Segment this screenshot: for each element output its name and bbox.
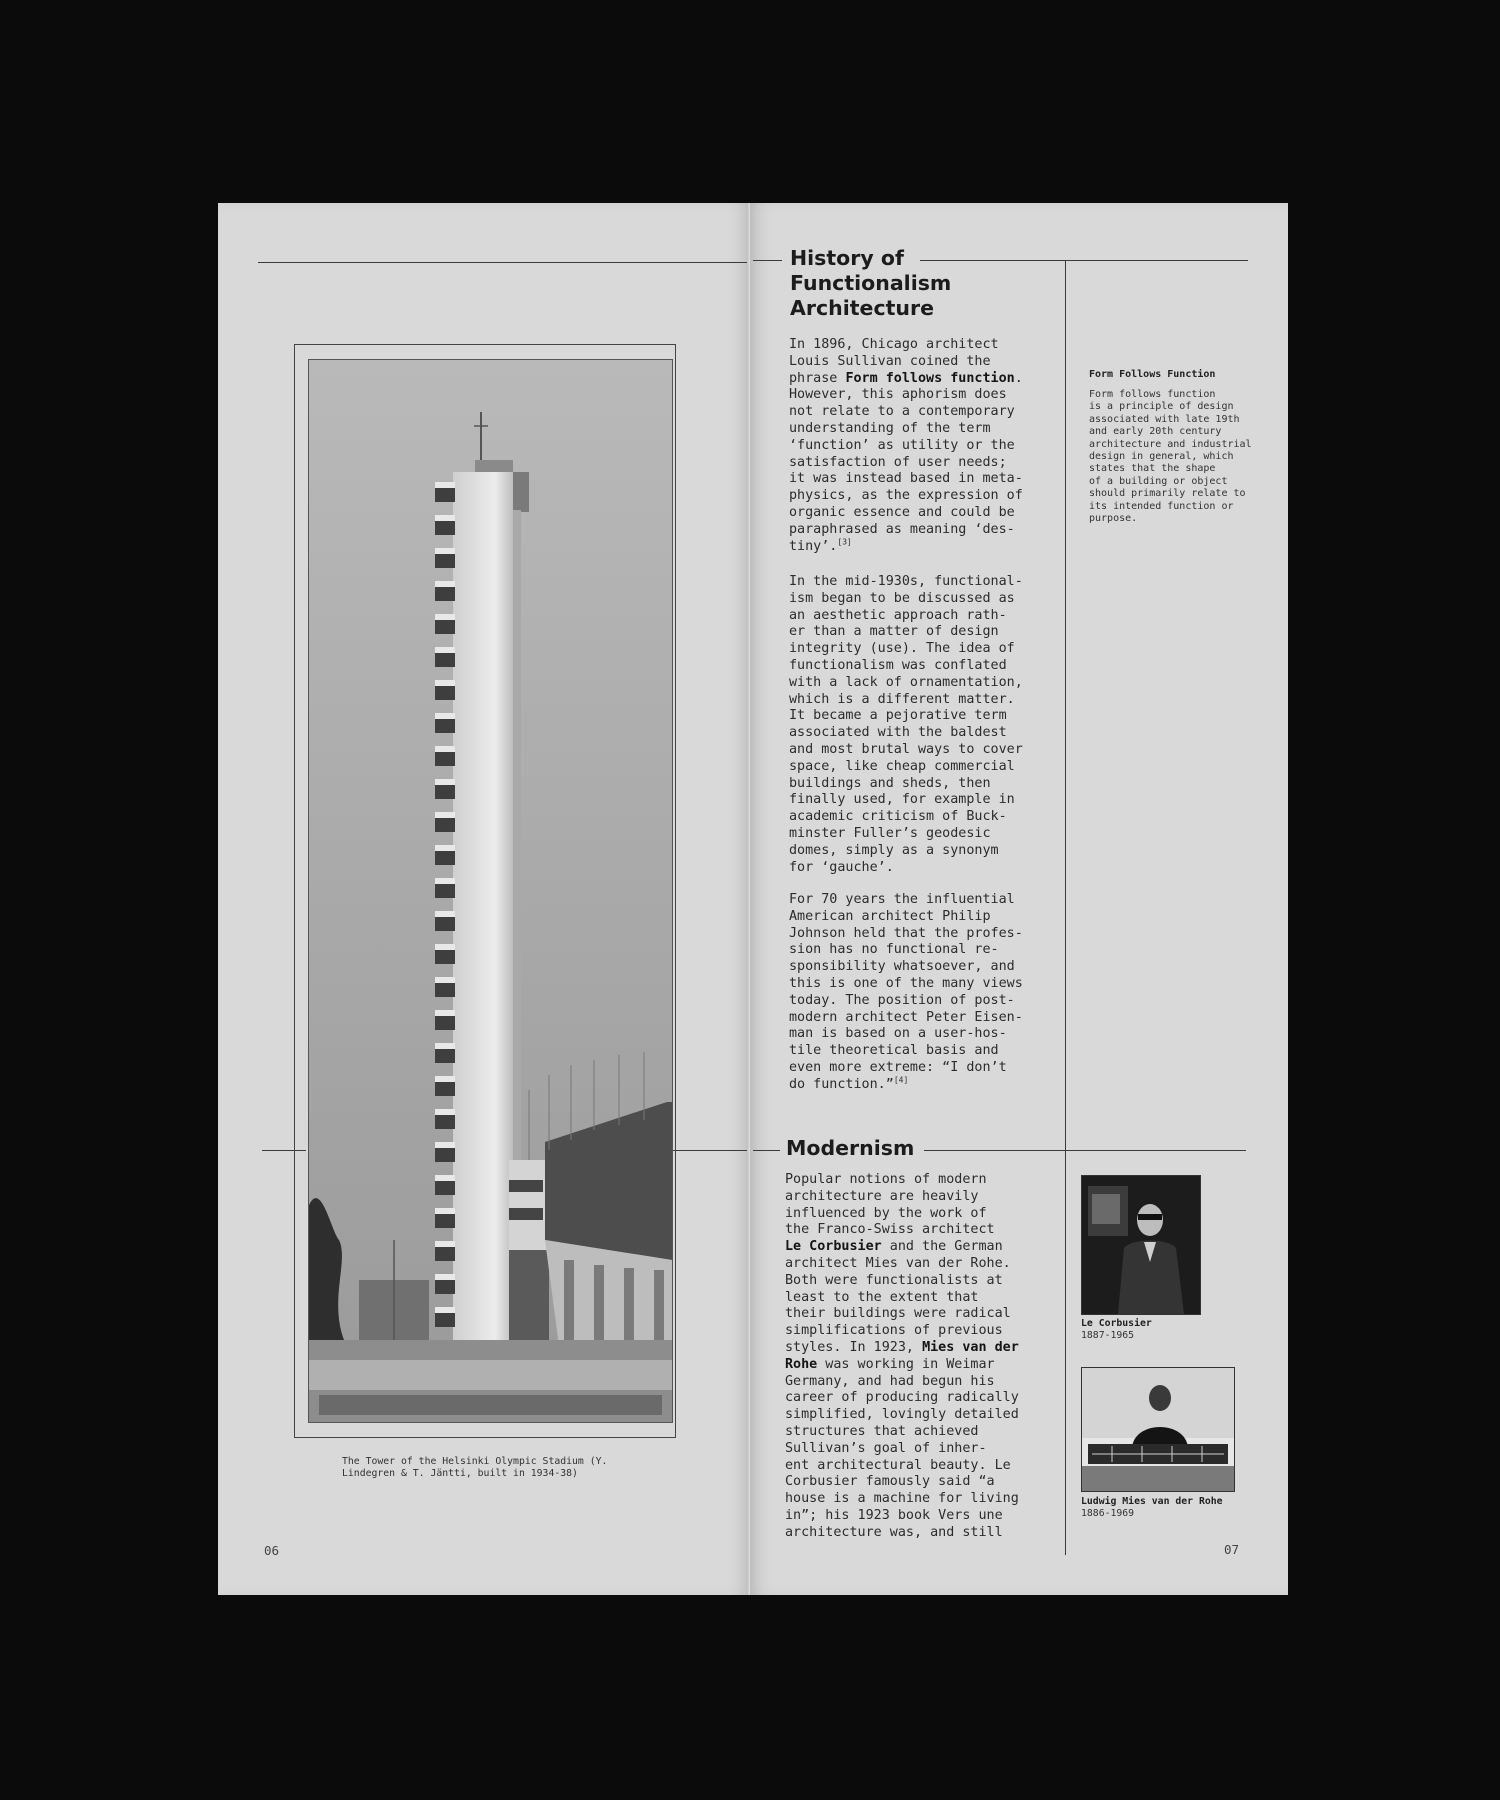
- balcony-slab: [435, 878, 455, 884]
- le-corbusier-name: Le Corbusier: [785, 1239, 882, 1255]
- balcony-strip: [435, 686, 455, 700]
- balcony-strip: [435, 1247, 455, 1261]
- balcony-slab: [435, 581, 455, 587]
- reference-3: [3]: [837, 537, 852, 547]
- balcony-strip: [435, 1280, 455, 1294]
- history-paragraph-1: In 1896, Chicago architect Louis Sullivan coined the phrase Form follows function. However, this aphorism does not relate to a contemporary understanding of the term ‘function’ as utility or the satisfaction of user needs; it was instead based in meta- physics, as the expression of organic essence and could be paraphrased as meaning ‘des- tiny’.[3]: [789, 337, 1023, 554]
- magazine-spread: [218, 203, 1288, 1595]
- portrait-years: 1887-1965: [1081, 1330, 1135, 1342]
- balcony-strip: [435, 785, 455, 799]
- history-paragraph-3: For 70 years the influential American architect Philip Johnson held that the profes- sion has no functional re- sponsibility whatsoever, and this is one of the many views today. The position of post- modern architect Peter Eisen- man is based on a user-hos- tile theoretical basis and even more extreme: “I don’t do function.”[4]: [789, 892, 1023, 1092]
- tower-illustration: [309, 360, 672, 1422]
- form-follows-function-term: Form follows function: [845, 370, 1015, 386]
- balcony-strip: [435, 521, 455, 535]
- top-rule-left: [258, 262, 750, 263]
- portrait-name: Le Corbusier: [1081, 1318, 1152, 1329]
- balcony-slab: [435, 1274, 455, 1280]
- le-corbusier-caption: [1081, 1318, 1152, 1342]
- mies-portrait: [1081, 1367, 1235, 1492]
- olympic-tower-photo: [308, 359, 673, 1423]
- balcony-strip: [435, 1016, 455, 1030]
- balcony-slab: [435, 812, 455, 818]
- balcony-strip: [435, 620, 455, 634]
- balcony-slab: [435, 1109, 455, 1115]
- balcony-slab: [435, 1208, 455, 1214]
- history-paragraph-2: In the mid-1930s, functional- ism began to be discussed as an aesthetic approach rath- er than a matter of design integrity (use). The idea of functionalism was conflated with a lack of ornamentation, which is a different matter. It became a pejorative term associated with the baldest and most brutal ways to cover space, like cheap commercial buildings and sheds, then finally used, for example in academic criticism of Buck- minster Fuller’s geodesic domes, simply as a synonym for ‘gauche’.: [789, 574, 1023, 875]
- balcony-strip: [435, 983, 455, 997]
- balcony-strip: [435, 587, 455, 601]
- modernism-heading: Modernism: [786, 1136, 915, 1160]
- portrait-years: 1886-1969: [1081, 1508, 1135, 1520]
- balcony-strip: [435, 917, 455, 931]
- balcony-strip: [435, 1115, 455, 1129]
- balcony-strip: [435, 1181, 455, 1195]
- balcony-slab: [435, 680, 455, 686]
- balcony-strip: [435, 1049, 455, 1063]
- balcony-strip: [435, 818, 455, 832]
- modernism-paragraph: Popular notions of modern architecture are heavily influenced by the work of the Franco-Swiss architect Le Corbusier and the German architect Mies van der Rohe. Both were functionalists at least to the extent that their buildings were radical simplifications of previous styles. In 1923, Mies van der Rohe was working in Weimar Germany, and had begun his career of producing radically simplified, lovingly detailed structures that achieved Sullivan’s goal of inher- ent architectural beauty. Le Corbusier famously said “a house is a machine for living in”; his 1923 book Vers une architecture was, and still: [785, 1172, 1019, 1540]
- balcony-slab: [435, 1076, 455, 1082]
- mies-caption: [1081, 1496, 1223, 1520]
- balcony-strip: [435, 752, 455, 766]
- balcony-slab: [435, 1307, 455, 1313]
- page-number-right: 07: [1224, 1542, 1240, 1557]
- balcony-slab: [435, 548, 455, 554]
- left-page: [218, 203, 750, 1595]
- page-number-left: 06: [264, 1543, 280, 1558]
- top-rule-right-b: [920, 260, 1248, 261]
- sidebar-text: Form follows function is a principle of design associated with late 19th and early 20th century architecture and industrial design in general, which states that the shape of a building or object should primarily relate to its intended function or purpose.: [1089, 389, 1252, 525]
- balcony-slab: [435, 482, 455, 488]
- reference-4: [4]: [893, 1075, 909, 1085]
- balcony-slab: [435, 713, 455, 719]
- balcony-strip: [435, 1214, 455, 1228]
- balcony-strip: [435, 488, 455, 502]
- balcony-strip: [435, 950, 455, 964]
- balcony-slab: [435, 1175, 455, 1181]
- le-corbusier-portrait: [1081, 1175, 1201, 1315]
- balcony-slab: [435, 647, 455, 653]
- balcony-strip: [435, 1313, 455, 1327]
- balcony-slab: [435, 1241, 455, 1247]
- mid-rule-left-b: [672, 1150, 750, 1151]
- balcony-slab: [435, 1142, 455, 1148]
- balcony-slab: [435, 944, 455, 950]
- balcony-slab: [435, 977, 455, 983]
- mid-rule-right-a: [753, 1150, 780, 1151]
- photo-caption: The Tower of the Helsinki Olympic Stadium (Y. Lindegren & T. Jäntti, built in 1934-38): [342, 1456, 608, 1480]
- history-heading: History of Functionalism Architecture: [790, 246, 952, 320]
- balcony-slab: [435, 845, 455, 851]
- person-photo-icon: [1082, 1368, 1234, 1491]
- mies-van-der-rohe-name: Mies van der Rohe: [785, 1339, 1019, 1372]
- balcony-strip: [435, 554, 455, 568]
- person-photo-icon: [1082, 1176, 1200, 1314]
- balcony-slab: [435, 746, 455, 752]
- balcony-slab: [435, 1043, 455, 1049]
- balcony-strip: [435, 884, 455, 898]
- sidebar-title: Form Follows Function: [1089, 369, 1216, 380]
- balcony-strip: [435, 851, 455, 865]
- balcony-slab: [435, 515, 455, 521]
- mid-rule-right-b: [924, 1150, 1246, 1151]
- balcony-slab: [435, 1010, 455, 1016]
- top-rule-right-a: [753, 260, 782, 261]
- balcony-strip: [435, 719, 455, 733]
- portrait-name: Ludwig Mies van der Rohe: [1081, 1496, 1223, 1507]
- column-divider: [1065, 260, 1066, 1555]
- balcony-slab: [435, 614, 455, 620]
- balcony-strip: [435, 1082, 455, 1096]
- balcony-strip: [435, 653, 455, 667]
- balcony-slab: [435, 911, 455, 917]
- balcony-slab: [435, 779, 455, 785]
- balcony-strip: [435, 1148, 455, 1162]
